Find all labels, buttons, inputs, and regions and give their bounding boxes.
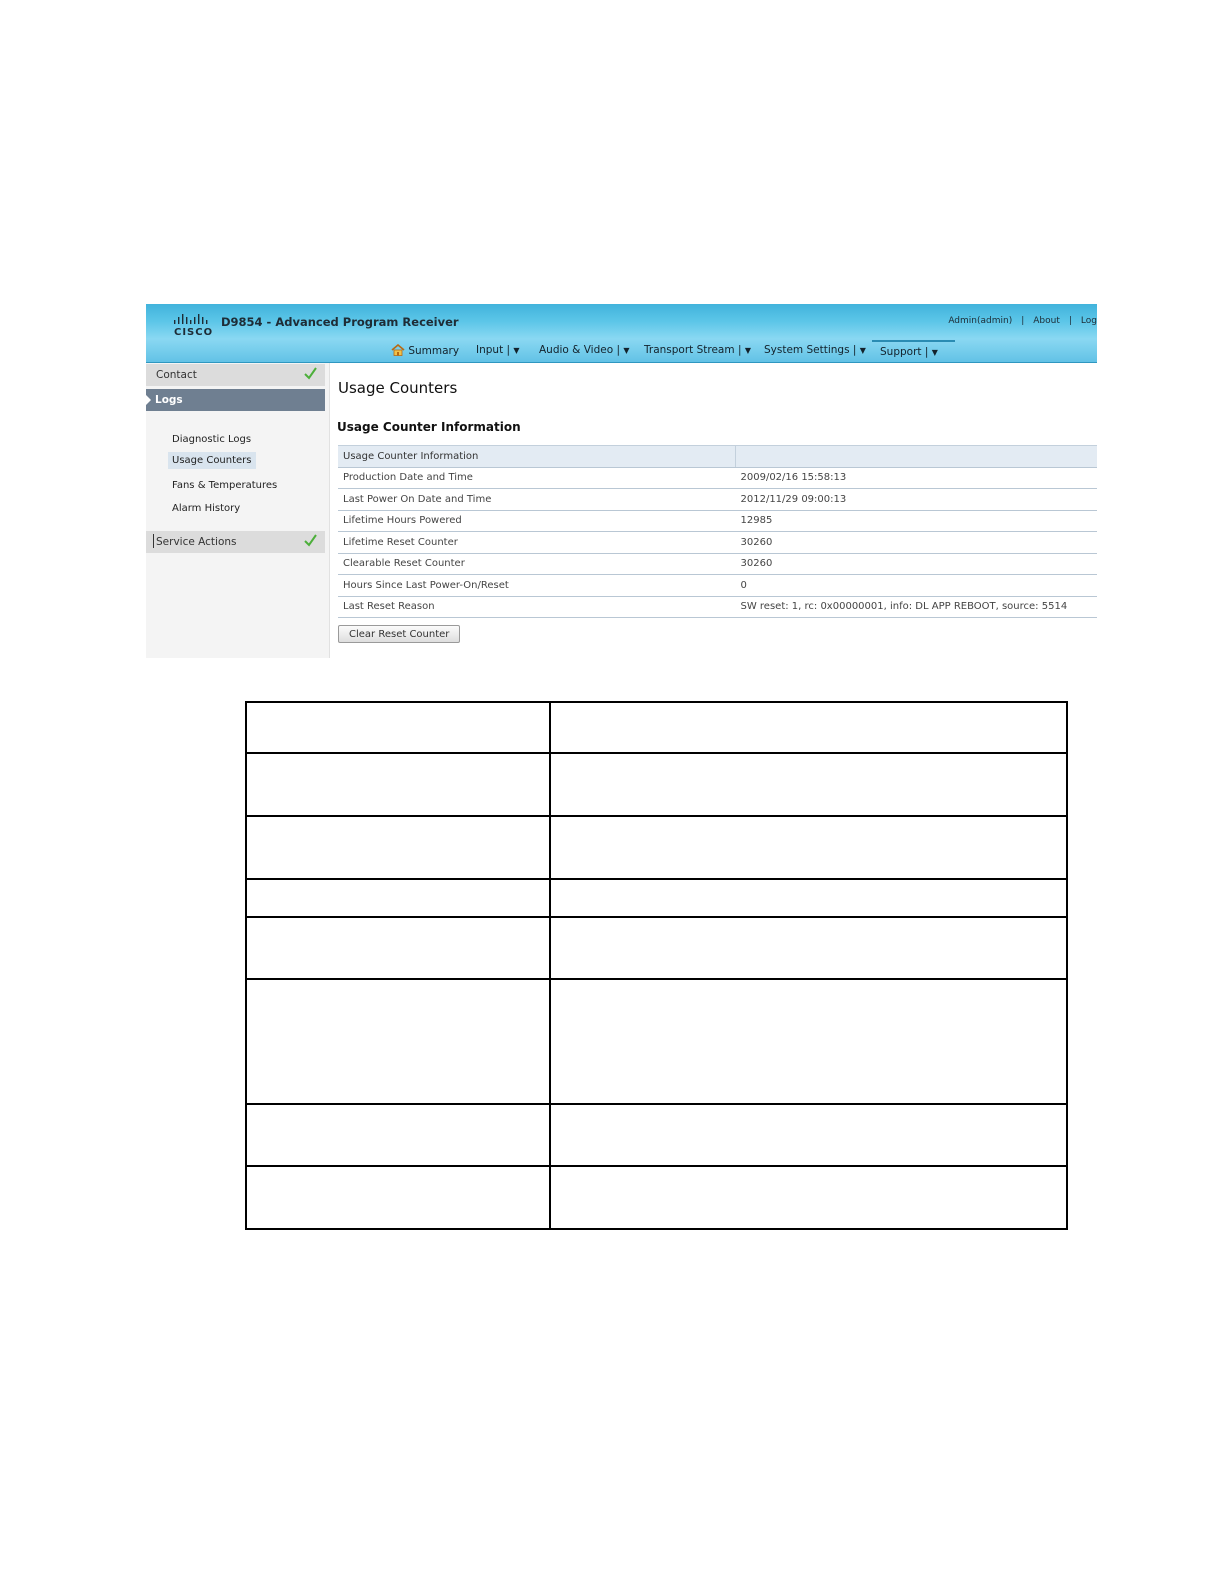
table-row	[246, 816, 1067, 878]
app-screenshot	[146, 304, 1097, 658]
table-cell	[550, 816, 1067, 878]
check-icon	[303, 533, 317, 547]
row-label: Clearable Reset Counter	[338, 553, 736, 575]
chevron-down-icon: ▼	[744, 346, 751, 355]
nav-summary[interactable]	[391, 344, 459, 357]
sidebar-link-alarm-history[interactable]: Alarm History	[172, 503, 241, 514]
usage-counter-table	[338, 445, 1097, 618]
row-value: 0	[736, 575, 1098, 597]
row-label: Last Reset Reason	[338, 596, 736, 618]
clear-reset-counter-button[interactable]: Clear Reset Counter	[338, 625, 460, 643]
row-label: Lifetime Reset Counter	[338, 532, 736, 554]
table-cell	[246, 979, 550, 1103]
app-title: D9854 - Advanced Program Receiver	[221, 315, 459, 329]
table-row	[246, 1104, 1067, 1166]
table-cell	[550, 1166, 1067, 1229]
table-cell	[246, 816, 550, 878]
nav-audio-video-label: Audio & Video	[539, 344, 614, 356]
sidebar-item-label: Contact	[156, 369, 197, 381]
table-cell	[246, 1104, 550, 1166]
user-link[interactable]: Admin(admin)	[948, 316, 1013, 326]
row-label: Lifetime Hours Powered	[338, 510, 736, 532]
nav-system-settings[interactable]: System Settings | ▼	[764, 344, 866, 356]
row-value: 30260	[736, 553, 1098, 575]
table-row	[246, 879, 1067, 917]
row-label: Production Date and Time	[338, 467, 736, 489]
row-value: 2012/11/29 09:00:13	[736, 489, 1098, 511]
sidebar-item-label: Service Actions	[156, 536, 237, 548]
table-row	[246, 979, 1067, 1103]
logout-link[interactable]: Log	[1080, 316, 1097, 326]
chevron-down-icon: ▼	[931, 348, 938, 357]
sidebar-link-usage-counters[interactable]: Usage Counters	[168, 452, 256, 469]
nav-support[interactable]: Support | ▼	[872, 340, 955, 358]
check-icon	[303, 366, 317, 380]
table-header-cell-empty	[736, 446, 1098, 468]
table-cell	[246, 879, 550, 917]
table-row	[338, 489, 1097, 511]
row-value: SW reset: 1, rc: 0x00000001, info: DL APP REBOOT, source: 5514	[736, 596, 1098, 618]
table-row	[246, 702, 1067, 753]
row-value: 2009/02/16 15:58:13	[736, 467, 1098, 489]
table-row	[246, 1166, 1067, 1229]
top-links: Admin(admin) | About | Log	[948, 316, 1097, 326]
table-row	[338, 575, 1097, 597]
section-title: Usage Counter Information	[337, 420, 521, 434]
table-cell	[550, 979, 1067, 1103]
table-cell	[246, 753, 550, 816]
table-cell	[246, 1166, 550, 1229]
nav-summary-label: Summary	[408, 345, 460, 357]
nav-system-settings-label: System Settings	[764, 344, 850, 356]
nav-input-label: Input	[476, 344, 504, 356]
nav-input[interactable]: Input | ▼	[476, 344, 520, 356]
table-row	[246, 917, 1067, 979]
chevron-down-icon: ▼	[623, 346, 630, 355]
table-header-row	[338, 446, 1097, 468]
nav-transport-stream[interactable]: Transport Stream | ▼	[644, 344, 751, 356]
nav-transport-stream-label: Transport Stream	[644, 344, 735, 356]
nav-support-label: Support	[880, 346, 922, 358]
logo-text: CISCO	[174, 327, 214, 338]
description-table	[245, 701, 1068, 1230]
expand-arrow-icon	[146, 395, 151, 405]
sidebar-item-service-actions[interactable]	[146, 531, 325, 553]
about-link[interactable]: About	[1033, 316, 1060, 326]
sidebar-link-fans-temperatures[interactable]: Fans & Temperatures	[172, 480, 278, 491]
chevron-down-icon: ▼	[513, 346, 520, 355]
row-value: 12985	[736, 510, 1098, 532]
table-cell	[550, 917, 1067, 979]
table-cell	[246, 917, 550, 979]
home-icon	[391, 344, 405, 356]
row-label: Hours Since Last Power-On/Reset	[338, 575, 736, 597]
table-row	[338, 510, 1097, 532]
row-label: Last Power On Date and Time	[338, 489, 736, 511]
main-content	[337, 363, 1097, 658]
table-cell	[550, 753, 1067, 816]
sidebar	[146, 363, 330, 658]
table-cell	[246, 702, 550, 753]
table-cell	[550, 879, 1067, 917]
table-cell	[550, 1104, 1067, 1166]
row-value: 30260	[736, 532, 1098, 554]
page-title: Usage Counters	[338, 379, 458, 397]
sidebar-item-contact[interactable]	[146, 364, 325, 386]
text-cursor	[153, 534, 154, 548]
table-row	[338, 596, 1097, 618]
nav-audio-video[interactable]: Audio & Video | ▼	[539, 344, 630, 356]
table-row	[338, 467, 1097, 489]
table-header-cell: Usage Counter Information	[338, 446, 736, 468]
table-row	[246, 753, 1067, 816]
sidebar-item-logs[interactable]	[146, 389, 325, 411]
table-cell	[550, 702, 1067, 753]
sidebar-link-diagnostic-logs[interactable]: Diagnostic Logs	[172, 434, 252, 445]
chevron-down-icon: ▼	[859, 346, 866, 355]
table-row	[338, 532, 1097, 554]
sidebar-item-label: Logs	[155, 394, 183, 406]
app-header	[146, 304, 1097, 363]
table-row	[338, 553, 1097, 575]
